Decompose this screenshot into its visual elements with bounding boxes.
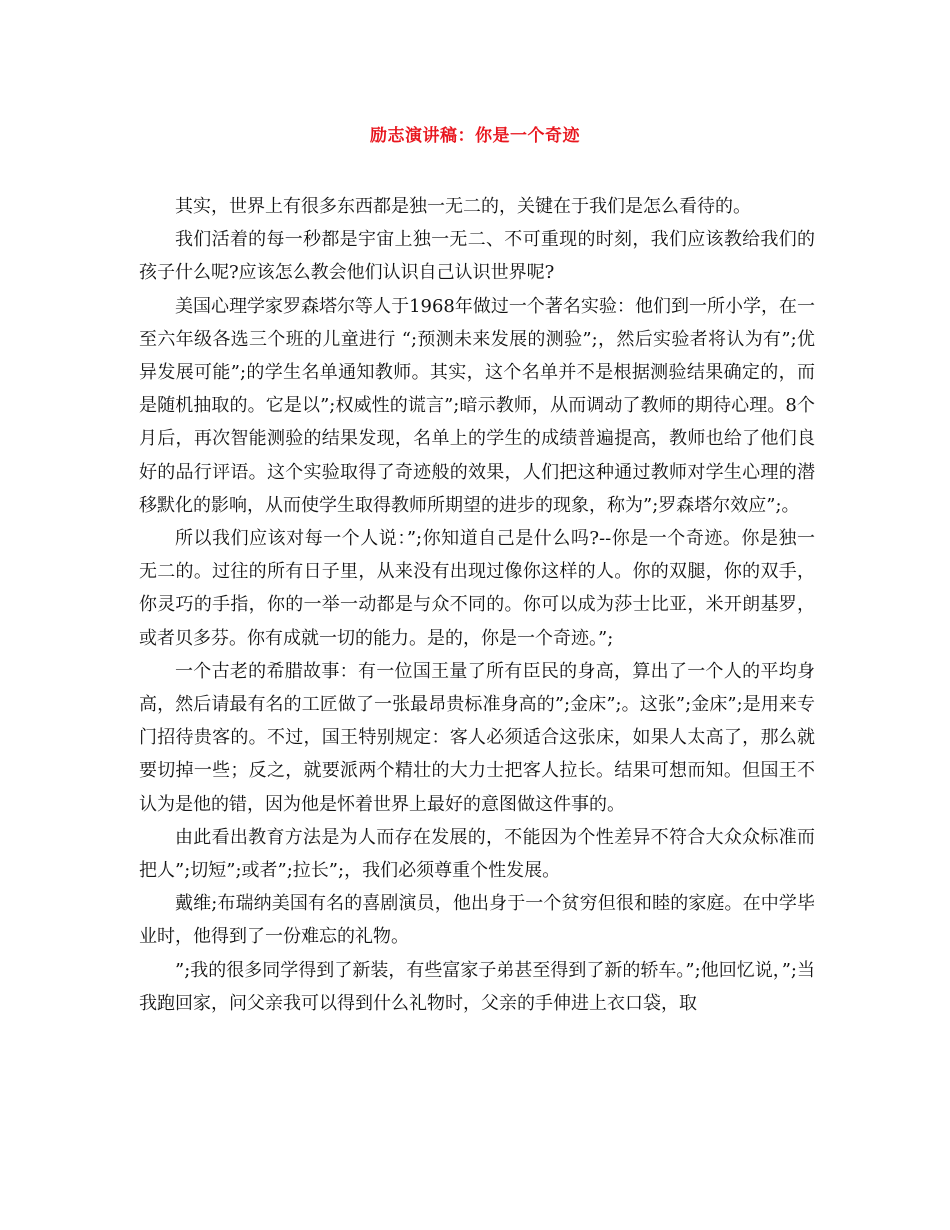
paragraph: 美国心理学家罗森塔尔等人于1968年做过一个著名实验：他们到一所小学，在一至六年级各选三个班的儿童进行 “;预测未来发展的测验”;，然后实验者将认为有”;优异发展可能”;的学生名单通知教师。其实，这个名单并不是根据测验结果确定的，而是随机抽取的。它是以”;权威性的谎言”;暗示教师，从而调动了教师的期待心理。8个月后，再次智能测验的结果发现，名单上的学生的成绩普遍提高，教师也给了他们良好的品行评语。这个实验取得了奇迹般的效果，人们把这种通过教师对学生心理的潜移默化的影响，从而使学生取得教师所期望的进步的现象，称为”;罗森塔尔效应”;。 [139,295,815,516]
page-title: 励志演讲稿：你是一个奇迹 [370,126,580,146]
paragraph: 其实，世界上有很多东西都是独一无二的，关键在于我们是怎么看待的。 [175,196,751,217]
paragraph: 一个古老的希腊故事：有一位国王量了所有臣民的身高，算出了一个人的平均身高，然后请最有名的工匠做了一张最昂贵标准身高的”;金床”;。这张”;金床”;是用来专门招待贵客的。不过，国王特别规定：客人必须适合这张床，如果人太高了，那么就要切掉一些；反之，就要派两个精壮的大力士把客人拉长。结果可想而知。但国王不认为是他的错，因为他是怀着世界上最好的意图做这件事的。 [139,660,815,815]
paragraph: 由此看出教育方法是为人而存在发展的，不能因为个性差异不符合大众众标准而把人”;切短”;或者”;拉长”;，我们必须尊重个性发展。 [139,826,815,882]
document-body [139,190,815,1020]
paragraph: 戴维;布瑞纳美国有名的喜剧演员，他出身于一个贫穷但很和睦的家庭。在中学毕业时，他得到了一份难忘的礼物。 [139,893,815,948]
paragraph: 我们活着的每一秒都是宇宙上独一无二、不可重现的时刻，我们应该教给我们的孩子什么呢?应该怎么教会他们认识自己认识世界呢? [139,229,815,284]
paragraph: 所以我们应该对每一个人说：”;你知道自己是什么吗?--你是一个奇迹。你是独一无二的。过往的所有日子里，从来没有出现过像你这样的人。你的双腿，你的双手，你灵巧的手指，你的一举一动都是与众不同的。你可以成为莎士比亚，米开朗基罗，或者贝多芬。你有成就一切的能力。是的，你是一个奇迹。”; [139,528,815,649]
paragraph: ”;我的很多同学得到了新装，有些富家子弟甚至得到了新的轿车。”;他回忆说，”;当我跑回家，问父亲我可以得到什么礼物时，父亲的手伸进上衣口袋，取 [139,959,815,1014]
